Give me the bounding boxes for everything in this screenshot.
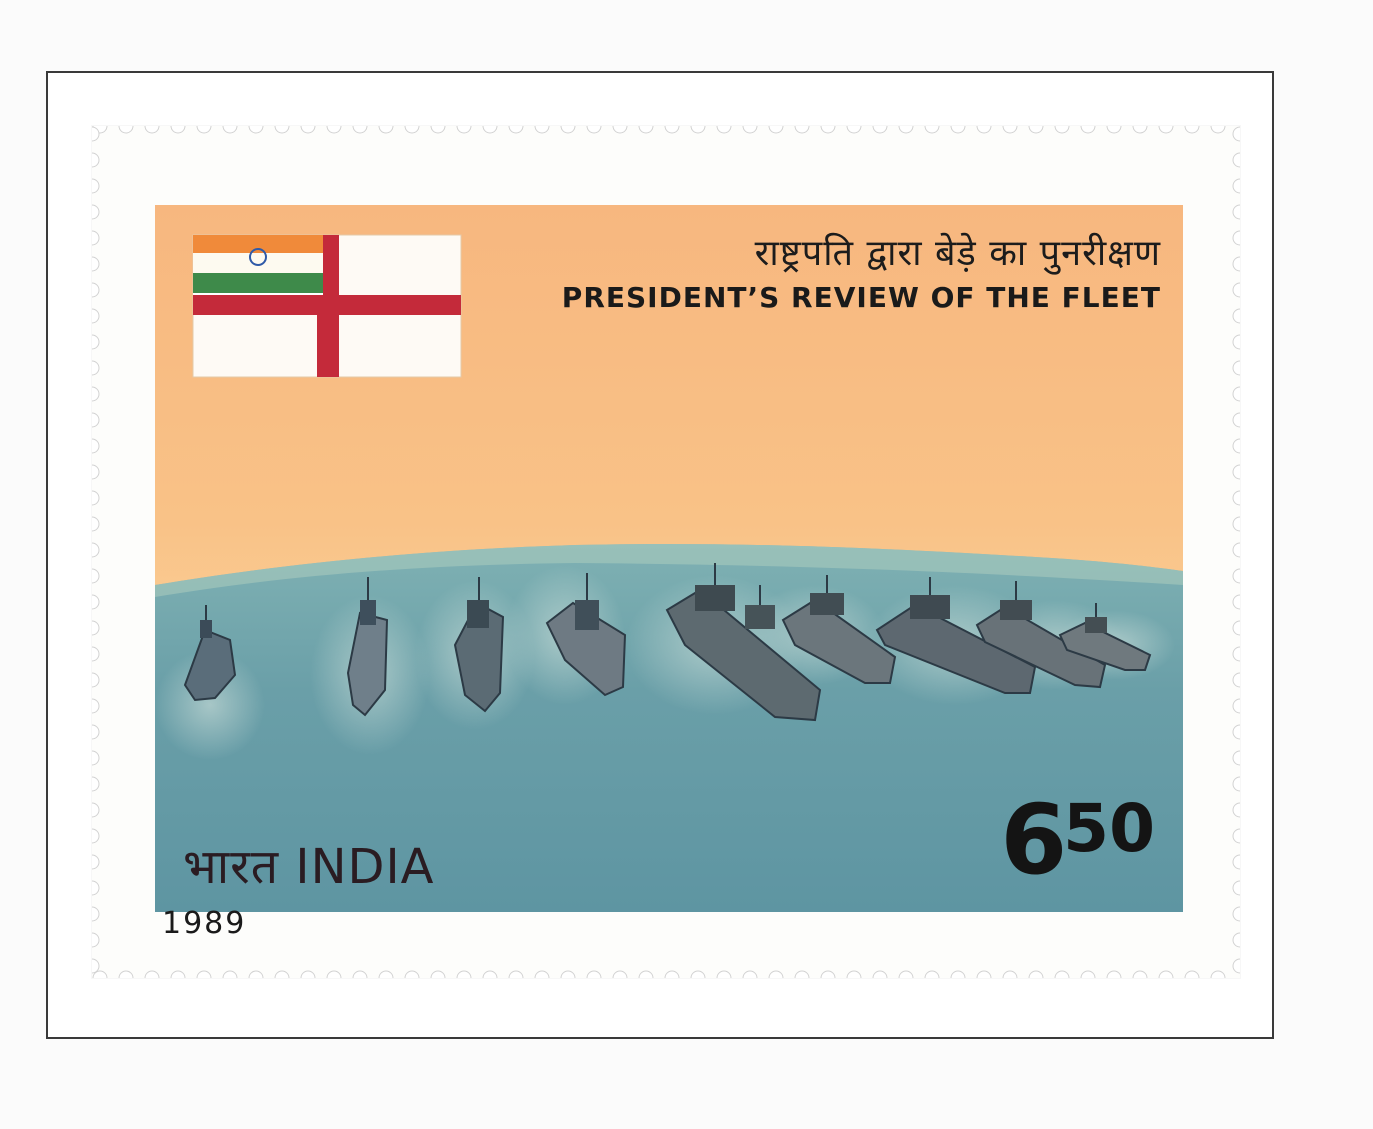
perforation-hole	[717, 971, 731, 978]
perforation-hole	[431, 971, 445, 978]
perforation-hole	[1233, 205, 1240, 219]
perforation-hole	[1233, 231, 1240, 245]
perforation-hole	[1211, 126, 1225, 133]
perforation-hole	[1233, 829, 1240, 843]
perforation-hole	[119, 126, 133, 133]
naval-ensign-flag	[193, 235, 461, 377]
perforation-hole	[171, 971, 185, 978]
perforation-hole	[92, 881, 99, 895]
perforation-hole	[1107, 126, 1121, 133]
national-flag-canton	[193, 235, 323, 295]
perforation-hole	[92, 621, 99, 635]
perforation-hole	[92, 283, 99, 297]
perforation-hole	[743, 971, 757, 978]
perforation-hole	[1233, 387, 1240, 401]
perforation-hole	[92, 725, 99, 739]
perforation-hole	[327, 126, 341, 133]
perforation-hole	[275, 971, 289, 978]
perforation-hole	[92, 855, 99, 869]
perforation-hole	[1133, 126, 1147, 133]
perforation-hole	[1055, 971, 1069, 978]
perforation-hole	[92, 439, 99, 453]
perforation-hole	[1233, 179, 1240, 193]
perforation-hole	[925, 971, 939, 978]
perforation-hole	[92, 413, 99, 427]
perforation-hole	[1185, 971, 1199, 978]
perforation-hole	[1233, 803, 1240, 817]
perforation-hole	[92, 491, 99, 505]
perforation-hole	[769, 971, 783, 978]
perforation-hole	[1233, 153, 1240, 167]
perforation-hole	[223, 126, 237, 133]
perforation-hole	[249, 126, 263, 133]
perforation-hole	[717, 126, 731, 133]
perforation-hole	[691, 126, 705, 133]
perforation-hole	[92, 595, 99, 609]
perforation-hole	[1029, 126, 1043, 133]
title-english: PRESIDENT’S REVIEW OF THE FLEET	[561, 281, 1161, 314]
perforation-hole	[1233, 673, 1240, 687]
perforation-hole	[665, 971, 679, 978]
perforation-hole	[1233, 699, 1240, 713]
perforation-hole	[769, 126, 783, 133]
perforation-hole	[951, 971, 965, 978]
perforation-hole	[1081, 971, 1095, 978]
perforation-hole	[457, 126, 471, 133]
perforation-hole	[1159, 971, 1173, 978]
perforation-hole	[1233, 361, 1240, 375]
perforation-hole	[899, 971, 913, 978]
perforation-hole	[1003, 971, 1017, 978]
perforation-hole	[535, 126, 549, 133]
perforation-hole	[431, 126, 445, 133]
perforation-hole	[1233, 335, 1240, 349]
perforation-hole	[353, 971, 367, 978]
perforation-hole	[1233, 257, 1240, 271]
perforation-hole	[795, 971, 809, 978]
perforation-hole	[587, 126, 601, 133]
perforation-hole	[145, 126, 159, 133]
perforation-hole	[1233, 413, 1240, 427]
perforation-hole	[92, 933, 99, 947]
perforation-hole	[92, 543, 99, 557]
perforation-hole	[1029, 971, 1043, 978]
perforation-hole	[483, 971, 497, 978]
perforation-hole	[1133, 971, 1147, 978]
perforation-hole	[1233, 907, 1240, 921]
perforation-hole	[691, 971, 705, 978]
perforation-hole	[613, 971, 627, 978]
perforation-hole	[197, 971, 211, 978]
perforation-hole	[639, 971, 653, 978]
perforation-hole	[92, 231, 99, 245]
perforation-hole	[327, 971, 341, 978]
perforation-hole	[509, 126, 523, 133]
perforation-hole	[613, 126, 627, 133]
perforation-hole	[743, 126, 757, 133]
denomination-sup: 50	[1063, 790, 1155, 867]
perforation-hole	[1233, 647, 1240, 661]
perforation-hole	[119, 971, 133, 978]
perforation-hole	[1233, 309, 1240, 323]
perforation-hole	[639, 126, 653, 133]
perforation-hole	[1233, 543, 1240, 557]
perforation-hole	[1003, 126, 1017, 133]
perforation-hole	[535, 971, 549, 978]
perforation-hole	[353, 126, 367, 133]
perforation-hole	[899, 126, 913, 133]
perforation-hole	[561, 126, 575, 133]
perforation-hole	[1233, 465, 1240, 479]
perforation-hole	[665, 126, 679, 133]
perforation-hole	[92, 829, 99, 843]
perforation-hole	[92, 335, 99, 349]
stamp-design	[155, 205, 1183, 912]
perforation-hole	[1233, 777, 1240, 791]
perforation-hole	[1233, 959, 1240, 973]
perforation-hole	[92, 647, 99, 661]
perforation-hole	[1233, 881, 1240, 895]
perforation-hole	[92, 179, 99, 193]
perforation-hole	[873, 126, 887, 133]
perforation-hole	[145, 971, 159, 978]
perforation-hole	[223, 971, 237, 978]
perforation-hole	[92, 257, 99, 271]
issue-year: 1989	[162, 906, 247, 941]
perforation-hole	[1233, 491, 1240, 505]
perforation-hole	[379, 971, 393, 978]
perforation-hole	[1107, 971, 1121, 978]
perforation-hole	[821, 126, 835, 133]
perforation-hole	[1233, 595, 1240, 609]
perforation-hole	[301, 126, 315, 133]
perforation-hole	[561, 971, 575, 978]
perforation-hole	[92, 205, 99, 219]
perforation-hole	[92, 673, 99, 687]
perforation-hole	[1233, 569, 1240, 583]
perforation-hole	[1233, 751, 1240, 765]
perforation-hole	[301, 971, 315, 978]
perforation-hole	[795, 126, 809, 133]
perforation-hole	[1159, 126, 1173, 133]
perforation-hole	[509, 971, 523, 978]
perforation-hole	[457, 971, 471, 978]
denomination-main: 6	[1000, 784, 1068, 896]
perforation-hole	[1233, 517, 1240, 531]
perforation-hole	[197, 126, 211, 133]
perforation-hole	[405, 971, 419, 978]
perforation-hole	[92, 569, 99, 583]
perforation-hole	[1233, 725, 1240, 739]
perforation-hole	[379, 126, 393, 133]
perforation-hole	[1233, 855, 1240, 869]
perforation-hole	[1233, 439, 1240, 453]
country-name: भारत INDIA	[183, 839, 435, 895]
perforation-hole	[1233, 127, 1240, 141]
title-hindi: राष्ट्रपति द्वारा बेड़े का पुनरीक्षण	[754, 233, 1161, 274]
perforation-hole	[925, 126, 939, 133]
perforation-hole	[1233, 621, 1240, 635]
perforation-hole	[847, 126, 861, 133]
perforation-hole	[483, 126, 497, 133]
perforation-hole	[249, 971, 263, 978]
perforation-hole	[1185, 126, 1199, 133]
perforation-hole	[1211, 971, 1225, 978]
perforation-hole	[821, 971, 835, 978]
perforation-hole	[847, 971, 861, 978]
perforation-hole	[1055, 126, 1069, 133]
perforation-hole	[977, 971, 991, 978]
denomination	[1000, 784, 1155, 896]
perforation-hole	[873, 971, 887, 978]
perforation-hole	[92, 803, 99, 817]
perforation-hole	[92, 153, 99, 167]
perforation-hole	[92, 907, 99, 921]
perforation-hole	[1081, 126, 1095, 133]
perforation-hole	[92, 465, 99, 479]
perforation-hole	[92, 387, 99, 401]
perforation-hole	[92, 309, 99, 323]
perforation-hole	[171, 126, 185, 133]
perforation-hole	[275, 126, 289, 133]
perforation-hole	[92, 777, 99, 791]
perforation-hole	[92, 517, 99, 531]
perforation-hole	[405, 126, 419, 133]
perforation-hole	[92, 699, 99, 713]
perforation-hole	[587, 971, 601, 978]
perforation-hole	[1233, 933, 1240, 947]
perforation-hole	[977, 126, 991, 133]
perforation-hole	[951, 126, 965, 133]
perforation-hole	[92, 751, 99, 765]
perforation-hole	[1233, 283, 1240, 297]
perforation-hole	[92, 361, 99, 375]
